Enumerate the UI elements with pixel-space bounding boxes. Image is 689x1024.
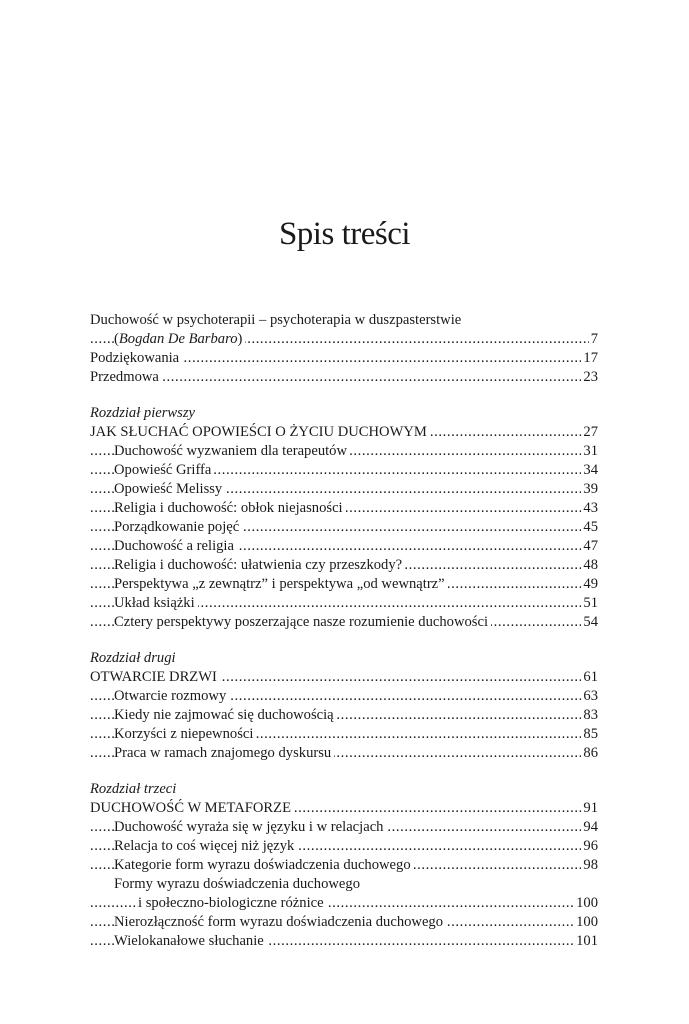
toc-page-number: 85 xyxy=(583,726,598,742)
toc-page-number: 17 xyxy=(583,350,598,366)
toc-entry xyxy=(90,818,598,837)
toc-page-number: 47 xyxy=(583,538,598,554)
toc-entry xyxy=(90,913,598,932)
toc-entry-title: Przedmowa xyxy=(90,369,162,385)
toc-entry-title: Duchowość w psychoterapii – psychoterapia w duszpasterstwie xyxy=(90,312,464,328)
toc-page-number: 101 xyxy=(576,933,598,949)
toc-page-number: 31 xyxy=(583,443,598,459)
toc-page-number: 98 xyxy=(583,857,598,873)
toc-entry-title: Praca w ramach znajomego dyskursu xyxy=(114,745,334,761)
toc-entry xyxy=(90,368,598,387)
toc-page-number: 96 xyxy=(583,838,598,854)
toc-entry xyxy=(90,856,598,875)
toc-entry xyxy=(90,349,598,368)
toc-page-number: 34 xyxy=(583,462,598,478)
toc-entry-title: Duchowość a religia xyxy=(114,538,237,554)
toc-page-number: 61 xyxy=(583,669,598,685)
toc-entry xyxy=(90,575,598,594)
toc-entry xyxy=(90,932,598,951)
toc-entry-title: Religia i duchowość: obłok niejasności xyxy=(114,500,346,516)
chapter-heading xyxy=(90,799,598,818)
toc-entry-title: Nierozłączność form wyrazu doświadczenia duchowego xyxy=(114,914,446,930)
toc-entry-title: i społeczno-biologiczne różnice xyxy=(138,895,327,911)
toc-page-number: 45 xyxy=(583,519,598,535)
toc-page-number: 23 xyxy=(583,369,598,385)
toc-entry-title: Religia i duchowość: ułatwienia czy przeszkody? xyxy=(114,557,405,573)
toc-entry-title: Perspektywa „z zewnątrz” i perspektywa „od wewnątrz” xyxy=(114,576,448,592)
toc-entry-title: Porządkowanie pojęć xyxy=(114,519,242,535)
toc-page-number: 48 xyxy=(583,557,598,573)
toc-page-number: 27 xyxy=(583,424,598,440)
toc-entry xyxy=(90,518,598,537)
toc-entry xyxy=(90,894,598,913)
toc-entry xyxy=(90,330,598,349)
toc-entry-title: Formy wyrazu doświadczenia duchowego xyxy=(114,876,363,892)
toc-entry xyxy=(90,725,598,744)
toc-page-number: 54 xyxy=(583,614,598,630)
toc-page-number: 51 xyxy=(583,595,598,611)
toc-entry xyxy=(90,311,598,330)
chapter-heading xyxy=(90,423,598,442)
chapter-label: Rozdział drugi xyxy=(90,650,176,666)
toc-entry-title: Opowieść Griffa xyxy=(114,462,214,478)
chapter-heading xyxy=(90,668,598,687)
table-of-contents xyxy=(90,311,598,951)
chapter-title: OTWARCIE DRZWI xyxy=(90,669,220,685)
chapter-title: DUCHOWOŚĆ W METAFORZE xyxy=(90,800,294,816)
toc-page-number: 43 xyxy=(583,500,598,516)
toc-entry-title: Opowieść Melissy xyxy=(114,481,225,497)
toc-entry xyxy=(90,556,598,575)
chapter-title: JAK SŁUCHAĆ OPOWIEŚCI O ŻYCIU DUCHOWYM xyxy=(90,424,430,440)
toc-page-number: 39 xyxy=(583,481,598,497)
toc-page-number: 86 xyxy=(583,745,598,761)
toc-entry-title: Wielokanałowe słuchanie xyxy=(114,933,267,949)
toc-entry-title: Kiedy nie zajmować się duchowością xyxy=(114,707,337,723)
toc-entry-title: (Bogdan De Barbaro) xyxy=(114,331,245,347)
toc-page-number: 100 xyxy=(576,895,598,911)
toc-page-number: 100 xyxy=(576,914,598,930)
toc-entry xyxy=(90,837,598,856)
toc-entry xyxy=(90,706,598,725)
toc-entry-title: Duchowość wyzwaniem dla terapeutów xyxy=(114,443,350,459)
toc-entry xyxy=(90,461,598,480)
toc-entry-title: Układ książki xyxy=(114,595,198,611)
toc-entry xyxy=(90,442,598,461)
toc-entry xyxy=(90,499,598,518)
toc-entry-title: Podziękowania xyxy=(90,350,182,366)
toc-entry xyxy=(90,537,598,556)
toc-entry-title: Duchowość wyraża się w języku i w relacjach xyxy=(114,819,386,835)
toc-page-number: 94 xyxy=(583,819,598,835)
chapter-label: Rozdział trzeci xyxy=(90,781,177,797)
toc-page-number: 83 xyxy=(583,707,598,723)
toc-page-number: 49 xyxy=(583,576,598,592)
toc-entry xyxy=(90,594,598,613)
toc-entry xyxy=(90,744,598,763)
toc-page-number: 91 xyxy=(583,800,598,816)
toc-entry-title: Kategorie form wyrazu doświadczenia duchowego xyxy=(114,857,414,873)
toc-entry xyxy=(90,613,598,632)
toc-entry xyxy=(90,875,598,894)
toc-entry xyxy=(90,687,598,706)
toc-page-number: 63 xyxy=(583,688,598,704)
toc-entry xyxy=(90,480,598,499)
toc-page-number: 7 xyxy=(590,331,598,347)
toc-author: Bogdan De Barbaro xyxy=(118,331,238,347)
page-title: Spis treści xyxy=(278,216,411,252)
toc-entry-title: Otwarcie rozmowy xyxy=(114,688,229,704)
toc-entry-title: Cztery perspektywy poszerzające nasze rozumienie duchowości xyxy=(114,614,491,630)
toc-entry-title: Relacja to coś więcej niż język xyxy=(114,838,297,854)
toc-entry-title: Korzyści z niepewności xyxy=(114,726,256,742)
chapter-label: Rozdział pierwszy xyxy=(90,405,195,421)
